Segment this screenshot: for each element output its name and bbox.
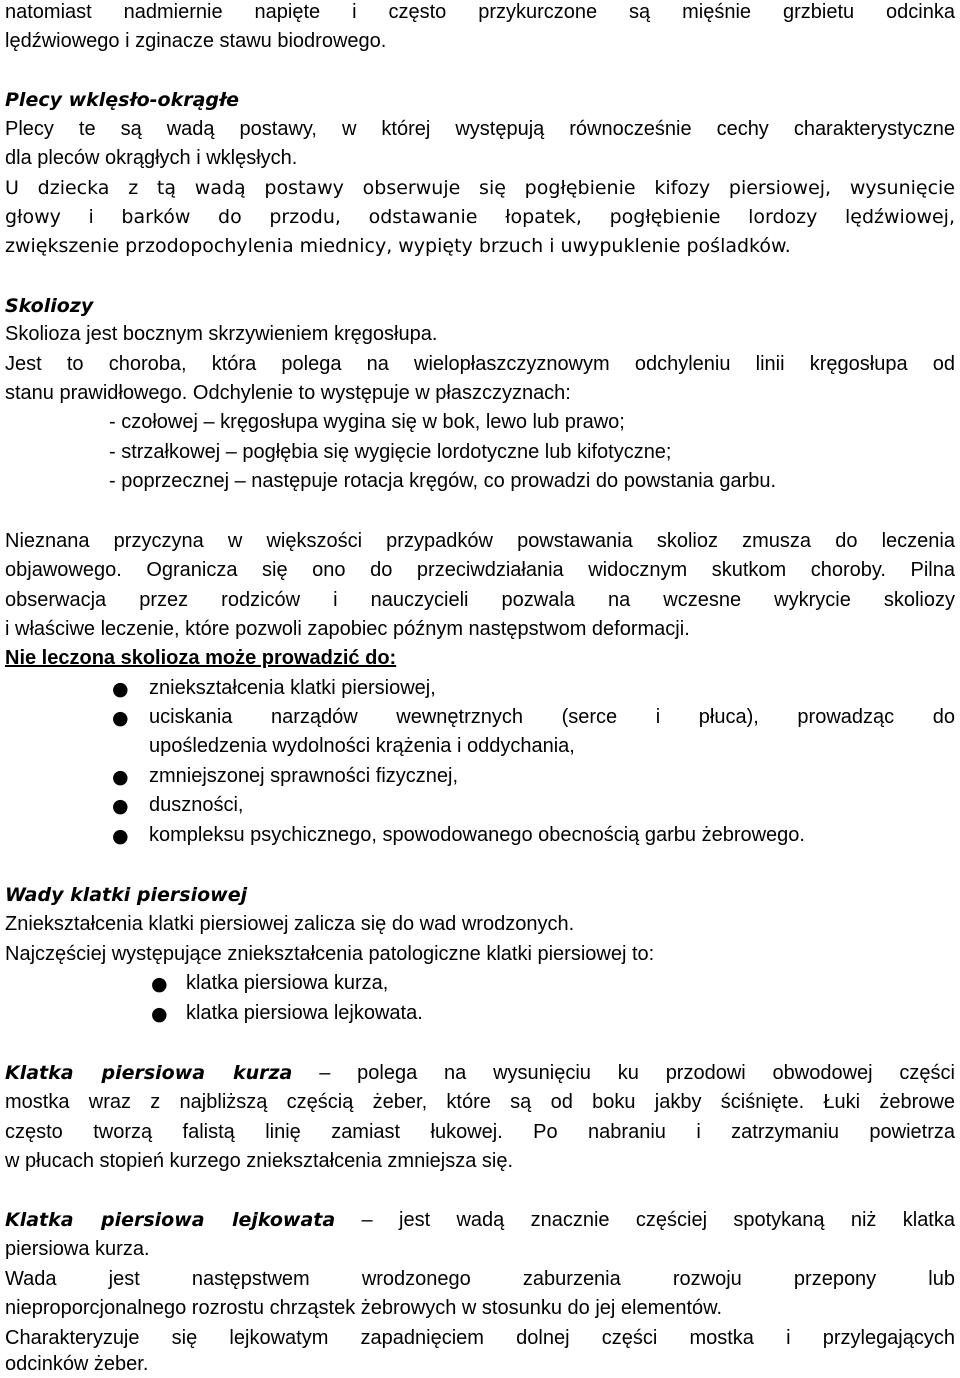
consequence-item-4: duszności, xyxy=(149,794,244,816)
kurza-line-2: mostka wraz z najbliższą częścią żeber, które są od boku jakby ściśnięte. Łuki żebrowe xyxy=(5,1091,955,1113)
skoliozy-p-line-2: objawowego. Ogranicza się ono do przeciwdziałania widocznym skutkom choroby. Pilna xyxy=(5,559,955,581)
plecy-p2-line-1: U dziecka z tą wadą postawy obserwuje się pogłębienie kifozy piersiowej, wysunięcie xyxy=(5,177,955,199)
plecy-p1-line-1: Plecy te są wadą postawy, w której występują równocześnie cechy charakterystyczne xyxy=(5,118,955,140)
plane-item-transverse: - poprzecznej – następuje rotacja kręgów, co prowadzi do powstania garbu. xyxy=(109,470,777,492)
kurza-term: Klatka piersiowa kurza xyxy=(5,1062,293,1084)
wady-line-2: Najczęściej występujące zniekształcenia patologiczne klatki piersiowej to: xyxy=(5,943,655,965)
kurza-line-4: w płucach stopień kurzego zniekształcenia zmniejsza się. xyxy=(5,1150,514,1172)
skoliozy-line-3 xyxy=(5,381,571,407)
heading-plecy: Plecy wklęsło-okrągłe xyxy=(5,89,240,111)
lejkowata-line-2: piersiowa kurza. xyxy=(5,1238,150,1260)
bullet-icon: ● xyxy=(151,1003,168,1025)
bullet-icon: ● xyxy=(112,825,129,847)
bullet-icon: ● xyxy=(112,766,129,788)
skoliozy-line-3a: stanu prawidłowego. xyxy=(5,382,188,404)
bullet-icon: ● xyxy=(112,707,129,729)
bullet-icon: ● xyxy=(112,678,129,700)
plecy-p1-line-2: dla pleców okrągłych i wklęsłych. xyxy=(5,147,298,169)
wady-item-2: klatka piersiowa lejkowata. xyxy=(186,1002,423,1024)
plane-item-frontal: - czołowej – kręgosłupa wygina się w bok, lewo lub prawo; xyxy=(109,411,625,433)
plane-item-sagittal: - strzałkowej – pogłębia się wygięcie lordotyczne lub kifotyczne; xyxy=(109,441,672,463)
skoliozy-p-line-3: obserwacja przez rodziców i nauczycieli pozwala na wczesne wykrycie skoliozy xyxy=(5,589,955,611)
consequence-item-1: zniekształcenia klatki piersiowej, xyxy=(149,677,436,699)
skoliozy-p-line-4: i właściwe leczenie, które pozwoli zapobiec późnym następstwom deformacji. xyxy=(5,618,690,640)
kurza-line-1 xyxy=(5,1061,955,1087)
consequences-heading: Nie leczona skolioza może prowadzić do: xyxy=(5,647,397,669)
intro-line-1: natomiast nadmiernie napięte i często przykurczone są mięśnie grzbietu odcinka xyxy=(5,1,955,23)
lejkowata-line-1-rest: – jest wadą znacznie częściej spotykaną niż klatka xyxy=(361,1209,955,1231)
bullet-icon: ● xyxy=(112,795,129,817)
consequence-item-2-cont: upośledzenia wydolności krążenia i oddychania, xyxy=(149,735,575,757)
lejkowata-line-3: Wada jest następstwem wrodzonego zaburzenia rozwoju przepony lub xyxy=(5,1268,955,1290)
skoliozy-p-line-1: Nieznana przyczyna w większości przypadków powstawania skolioz zmusza do leczenia xyxy=(5,530,955,552)
lejkowata-term: Klatka piersiowa lejkowata xyxy=(5,1209,336,1231)
consequence-item-2: uciskania narządów wewnętrznych (serce i płuca), prowadząc do xyxy=(149,706,955,728)
heading-skoliozy: Skoliozy xyxy=(5,295,94,317)
kurza-line-3: często tworzą falistą linię zamiast łukowej. Po nabraniu i zatrzymaniu powietrza xyxy=(5,1121,955,1143)
intro-line-2: lędźwiowego i zginacze stawu biodrowego. xyxy=(5,30,387,52)
lejkowata-line-5: Charakteryzuje się lejkowatym zapadnięciem dolnej części mostka i przylegających xyxy=(5,1327,955,1349)
consequence-item-3: zmniejszonej sprawności fizycznej, xyxy=(149,765,459,787)
lejkowata-line-4: nieproporcjonalnego rozrostu chrząstek żebrowych w stosunku do jej elementów. xyxy=(5,1297,723,1319)
bullet-icon: ● xyxy=(151,973,168,995)
skoliozy-line-3b: Odchylenie to występuje w płaszczyznach: xyxy=(192,382,571,404)
heading-wady: Wady klatki piersiowej xyxy=(5,884,248,906)
lejkowata-line-6: odcinków żeber. xyxy=(5,1353,149,1375)
wady-item-1: klatka piersiowa kurza, xyxy=(186,972,389,994)
kurza-line-1-rest: – polega na wysunięciu ku przodowi obwodowej części xyxy=(319,1062,955,1084)
wady-line-1: Zniekształcenia klatki piersiowej zalicza się do wad wrodzonych. xyxy=(5,913,575,935)
plecy-p2-line-3: zwiększenie przodopochylenia miednicy, wypięty brzuch i uwypuklenie pośladków. xyxy=(5,235,791,257)
lejkowata-line-1 xyxy=(5,1208,955,1234)
consequence-item-5: kompleksu psychicznego, spowodowanego obecnością garbu żebrowego. xyxy=(149,824,805,846)
skoliozy-line-2: Jest to choroba, która polega na wielopłaszczyznowym odchyleniu linii kręgosłupa od xyxy=(5,353,955,375)
skoliozy-line-1: Skolioza jest bocznym skrzywieniem kręgosłupa. xyxy=(5,323,438,345)
plecy-p2-line-2: głowy i barków do przodu, odstawanie łopatek, pogłębienie lordozy lędźwiowej, xyxy=(5,206,955,228)
